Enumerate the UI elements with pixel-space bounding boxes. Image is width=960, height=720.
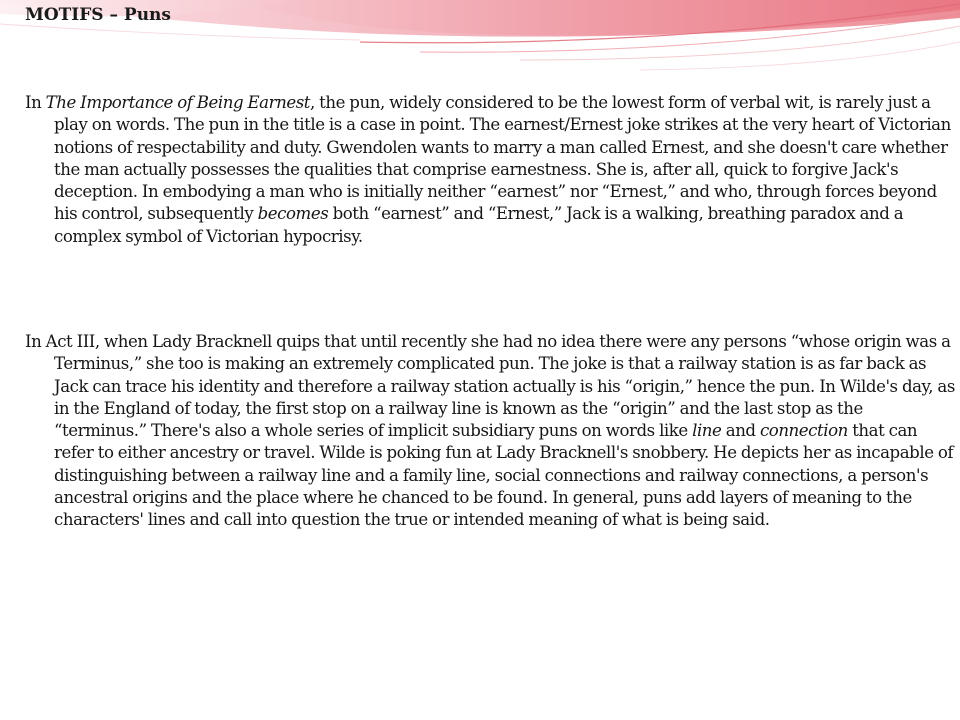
para-2-emphasis-connection: connection (759, 421, 848, 441)
para-1-text-2: , the pun, widely considered to be the lowest form of verbal wit, is rarely just a play on words. The pun in the title is a case in point. The earnest/Ernest joke strikes at the very heart of Victorian notions of respectability and duty. Gwendolen wants to marry a man called Ernest, and she doesn't care whether the man actually possesses the qualities that comprise earnestness. She is, after all, quick to forgive Jack's deception. In embodying a man who is initially neither “earnest” nor “Ernest,” and who, through forces beyond his control, subsequently (54, 93, 951, 224)
para-1-play-title: The Importance of Being Earnest (45, 93, 310, 112)
para-1-emphasis-becomes: becomes (257, 204, 329, 224)
para-1-text-3: both “earnest” and “Ernest,” Jack is a walking, breathing paradox and a complex symbol of Victorian hypocrisy. (54, 204, 904, 246)
para-2-emphasis-line: line (692, 421, 722, 441)
body-paragraph-1 (25, 92, 959, 248)
para-2-text-2: and (721, 421, 760, 441)
slide-title: MOTIFS – Puns (25, 5, 171, 25)
body-paragraph-2 (25, 331, 959, 532)
para-2-text-3: that can refer to either ancestry or travel. Wilde is poking fun at Lady Bracknell's snobbery. He depicts her as incapable of distinguishing between a railway line and a family line, social connections and railway connections, a person's ancestral origins and the place where he chanced to be found. In general, puns add layers of meaning to the characters' lines and call into question the true or intended meaning of what is being said. (54, 421, 954, 530)
para-2-text-1: In Act III, when Lady Bracknell quips that until recently she had no idea there were any persons “whose origin was a Terminus,” she too is making an extremely complicated pun. The joke is that a railway station is as far back as Jack can trace his identity and therefore a railway station actually is his “origin,” hence the pun. In Wilde's day, as in the England of today, the first stop on a railway line is known as the “origin” and the last stop as the “terminus.” There's also a whole series of implicit subsidiary puns on words like (25, 332, 955, 441)
para-1-text-1: In (25, 93, 46, 112)
